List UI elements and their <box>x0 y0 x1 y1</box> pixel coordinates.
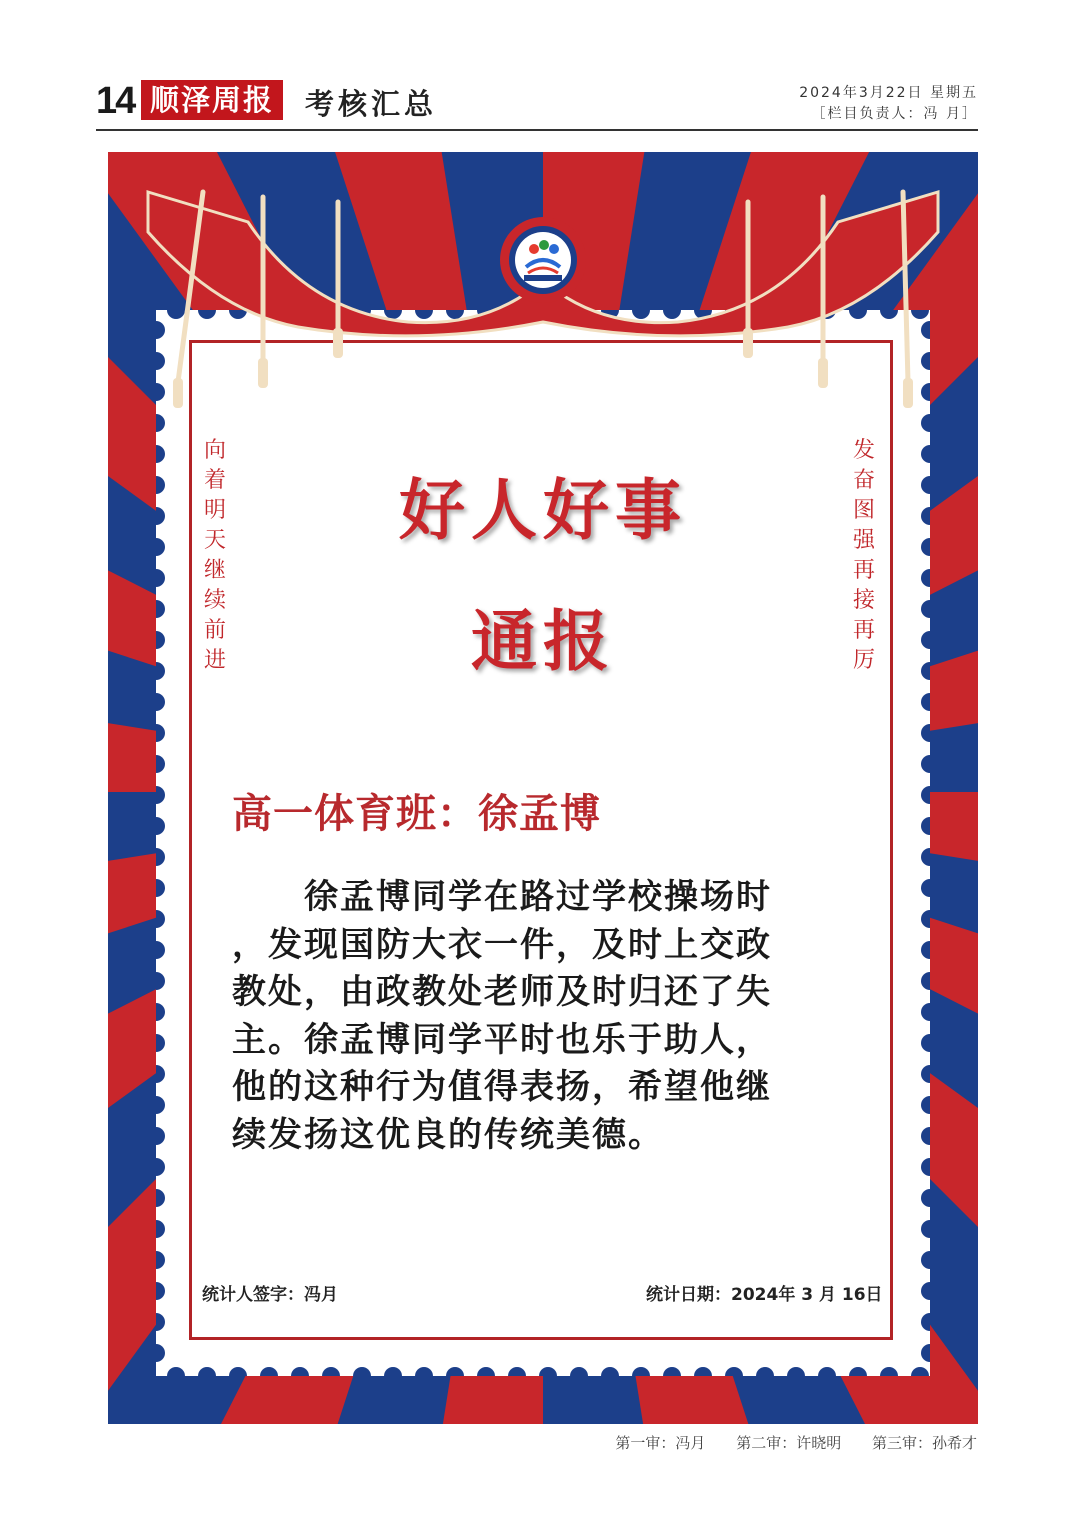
body-line: 他的这种行为值得表扬，希望他继 <box>232 1067 772 1107</box>
statistics-date: 统计日期：2024年 3 月 16日 <box>646 1285 883 1305</box>
statistician-signature: 统计人签字：冯月 <box>202 1285 338 1305</box>
section-title: 考核汇总 <box>305 87 438 121</box>
body-line: 教处，由政教处老师及时归还了失 <box>232 972 772 1012</box>
poster-title: 好人好事 <box>399 471 687 549</box>
second-reviewer: 第二审：许晓明 <box>736 1434 842 1452</box>
poster-subtitle: 通报 <box>471 602 615 680</box>
first-reviewer: 第一审：冯月 <box>615 1434 706 1452</box>
honoree-heading: 高一体育班：徐孟博 <box>232 791 601 837</box>
third-reviewer: 第三审：孙希才 <box>871 1434 977 1452</box>
column-editor: ［栏目负责人：冯 月］ <box>811 106 978 122</box>
school-emblem-icon <box>498 215 588 305</box>
left-slogan: 向着明天继续前进 <box>203 438 226 673</box>
body-line: ，发现国防大衣一件，及时上交政 <box>232 924 772 965</box>
body-line: 续发扬这优良的传统美德。 <box>232 1114 664 1155</box>
masthead-logo: 顺泽周报 <box>141 80 283 120</box>
good-deed-poster <box>108 152 978 1424</box>
body-line: 徐孟博同学在路过学校操场时 <box>232 877 772 917</box>
notice-body <box>232 874 852 1159</box>
page-header <box>0 0 1080 135</box>
header-divider <box>96 129 978 131</box>
right-slogan: 发奋图强再接再厉 <box>852 438 875 673</box>
review-credits <box>589 1432 977 1453</box>
body-line: 主。徐孟博同学平时也乐于助人， <box>232 1019 772 1060</box>
issue-date: 2024年3月22日 星期五 <box>799 85 978 101</box>
page-number: 14 <box>96 80 135 122</box>
